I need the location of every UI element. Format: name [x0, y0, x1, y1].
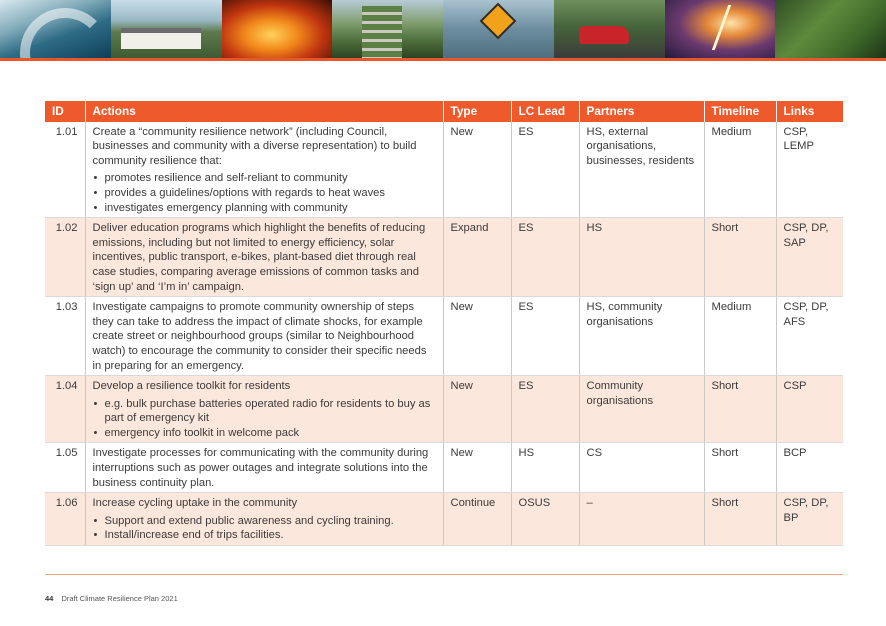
- footer-divider: [45, 574, 843, 575]
- row-partners: –: [579, 493, 704, 546]
- fallen-tree-car-photo: [554, 0, 665, 58]
- table-row: [45, 218, 843, 297]
- row-action: [85, 297, 443, 376]
- row-action: [85, 122, 443, 218]
- row-partners: HS: [579, 218, 704, 297]
- flood-sign-photo: [443, 0, 554, 58]
- row-action: [85, 218, 443, 297]
- table-row: [45, 376, 843, 443]
- bullet-item: • promotes resilience and self-reliant to community: [93, 171, 436, 186]
- row-type: New: [443, 122, 511, 218]
- header-id: ID: [45, 101, 85, 122]
- header-partners: Partners: [579, 101, 704, 122]
- row-id: 1.04: [45, 376, 85, 443]
- row-links: CSP, DP, AFS: [776, 297, 843, 376]
- bullet-item: • investigates emergency planning with community: [93, 201, 436, 216]
- row-type: New: [443, 297, 511, 376]
- green-building-photo: [332, 0, 443, 58]
- row-lead: ES: [511, 218, 579, 297]
- row-partners: CS: [579, 443, 704, 493]
- row-lead: ES: [511, 376, 579, 443]
- header-lc-lead: LC Lead: [511, 101, 579, 122]
- row-lead: ES: [511, 297, 579, 376]
- bullet-item: • provides a guidelines/options with regards to heat waves: [93, 186, 436, 201]
- document-title: Draft Climate Resilience Plan 2021: [61, 594, 178, 603]
- action-text: Investigate processes for communicating with the community during interruptions such as power outages and integrate solutions into the business continuity plan.: [92, 447, 429, 489]
- row-action: [85, 493, 443, 546]
- row-links: CSP: [776, 376, 843, 443]
- action-text: Investigate campaigns to promote community ownership of steps they can take to address the impact of climate shocks, for example create street or neighbourhood groups (similar to Neighbourhood watch) to encourage the community to consider their specific needs in preparing for an emergency.: [92, 301, 427, 372]
- table-row: [45, 297, 843, 376]
- action-text: Deliver education programs which highlight the benefits of reducing emissions, including but not limited to energy efficiency, solar incentives, public transport, e-bikes, plant-based diet through real case studies, comparing average emissions of common tasks and ‘sign up’ and ‘I’m in’ campaign.: [92, 222, 426, 293]
- row-id: 1.06: [45, 493, 85, 546]
- table-row: [45, 122, 843, 218]
- row-id: 1.03: [45, 297, 85, 376]
- row-partners: Community organisations: [579, 376, 704, 443]
- row-partners: HS, external organisations, businesses, residents: [579, 122, 704, 218]
- row-timeline: Short: [704, 493, 776, 546]
- header-photo-banner: [0, 0, 886, 58]
- bullet-item: • emergency info toolkit in welcome pack: [93, 426, 436, 441]
- row-timeline: Short: [704, 218, 776, 297]
- action-text: Create a “community resilience network” (including Council, businesses and community with a diverse representation) to build community resilience that:: [92, 125, 417, 167]
- page-number: 44: [45, 594, 54, 603]
- row-lead: ES: [511, 122, 579, 218]
- row-type: New: [443, 443, 511, 493]
- table-row: [45, 493, 843, 546]
- row-type: New: [443, 376, 511, 443]
- page-footer: [45, 594, 178, 603]
- flooded-house-photo: [111, 0, 222, 58]
- row-action: [85, 376, 443, 443]
- actions-table-container: [45, 101, 843, 546]
- header-type: Type: [443, 101, 511, 122]
- action-bullets: [93, 514, 436, 543]
- row-id: 1.02: [45, 218, 85, 297]
- row-links: BCP: [776, 443, 843, 493]
- actions-table: [45, 101, 843, 546]
- table-row: [45, 443, 843, 493]
- row-lead: HS: [511, 443, 579, 493]
- header-actions: Actions: [85, 101, 443, 122]
- row-links: CSP, LEMP: [776, 122, 843, 218]
- row-type: Continue: [443, 493, 511, 546]
- header-timeline: Timeline: [704, 101, 776, 122]
- action-bullets: [93, 171, 436, 215]
- row-id: 1.01: [45, 122, 85, 218]
- bushfire-photo: [222, 0, 333, 58]
- forest-photo: [775, 0, 886, 58]
- row-timeline: Short: [704, 443, 776, 493]
- row-id: 1.05: [45, 443, 85, 493]
- wave-photo: [0, 0, 111, 58]
- row-lead: OSUS: [511, 493, 579, 546]
- table-header-row: [45, 101, 843, 122]
- action-text: Increase cycling uptake in the community: [92, 497, 298, 510]
- row-partners: HS, community organisations: [579, 297, 704, 376]
- row-links: CSP, DP, SAP: [776, 218, 843, 297]
- row-timeline: Medium: [704, 297, 776, 376]
- bullet-item: • e.g. bulk purchase batteries operated radio for residents to buy as part of emergency kit: [93, 397, 436, 426]
- row-links: CSP, DP, BP: [776, 493, 843, 546]
- action-bullets: [93, 397, 436, 441]
- banner-divider: [0, 58, 886, 61]
- header-links: Links: [776, 101, 843, 122]
- row-action: [85, 443, 443, 493]
- action-text: Develop a resilience toolkit for residents: [92, 380, 291, 393]
- lightning-storm-photo: [665, 0, 776, 58]
- row-type: Expand: [443, 218, 511, 297]
- bullet-item: • Support and extend public awareness and cycling training.: [93, 514, 436, 529]
- bullet-item: • Install/increase end of trips facilities.: [93, 528, 436, 543]
- row-timeline: Short: [704, 376, 776, 443]
- row-timeline: Medium: [704, 122, 776, 218]
